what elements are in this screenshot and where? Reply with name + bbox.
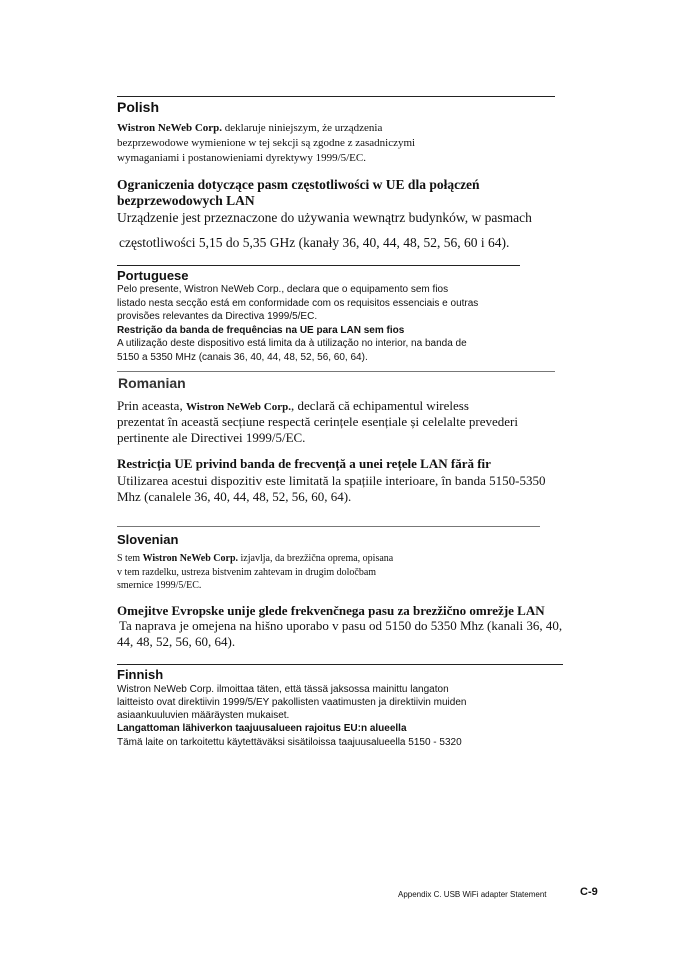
slovenian-line4: Ta naprava je omejena na hišno uporabo v pasu od 5150 do 5350 Mhz (kanali 36, 40,: [119, 618, 563, 633]
polish-heading: Polish: [117, 99, 160, 115]
slovenian-company: Wistron NeWeb Corp.: [142, 553, 239, 564]
slovenian-line2: v tem razdelku, ustreza bistvenim zahtevam in drugim določbam: [117, 567, 377, 578]
finnish-line1: Wistron NeWeb Corp. ilmoittaa täten, että tässä jaksossa mainittu langaton: [117, 684, 449, 695]
romanian-heading: Romanian: [118, 375, 186, 391]
romanian-divider: [117, 371, 555, 372]
finnish-divider: [117, 664, 563, 665]
finnish-line3: asiaankuuluvien määräysten mukaiset.: [117, 710, 290, 721]
slovenian-line1-post: izjavlja, da brezžična oprema, opisana: [238, 553, 394, 564]
slovenian-line3: smernice 1999/5/EC.: [117, 580, 202, 591]
romanian-subheading: Restricția UE privind banda de frecvență a unei rețele LAN fără fir: [117, 456, 491, 471]
portuguese-line3: provisões relevantes da Directiva 1999/5/EC.: [117, 311, 318, 322]
polish-subheading-line2: bezprzewodowych LAN: [117, 193, 255, 208]
polish-para2-line1: Urządzenie jest przeznaczone do używania wewnątrz budynków, w pasmach: [117, 210, 532, 225]
romanian-company: Wistron NeWeb Corp.: [185, 401, 291, 413]
portuguese-heading: Portuguese: [117, 268, 189, 283]
slovenian-subheading: Omejitve Evropske unije glede frekvenčnega pasu za brezžično omrežje LAN: [117, 603, 545, 618]
slovenian-heading: Slovenian: [117, 532, 179, 547]
romanian-line1-post: , declară că echipamentul wireless: [290, 398, 469, 413]
finnish-line4: Tämä laite on tarkoitettu käytettäväksi sisätiloissa taajuusalueella 5150 - 5320: [117, 737, 462, 748]
portuguese-divider: [117, 265, 520, 266]
slovenian-line1-pre: S tem: [117, 553, 143, 564]
romanian-line3: pertinente ale Directivei 1999/5/EC.: [117, 430, 306, 445]
portuguese-subheading: Restrição da banda de frequências na UE para LAN sem fios: [117, 325, 405, 336]
romanian-line1: [117, 398, 469, 414]
portuguese-line1: Pelo presente, Wistron NeWeb Corp., declara que o equipamento sem fios: [117, 284, 449, 295]
polish-para1-line1: [117, 122, 382, 134]
polish-para1-line2: bezprzewodowe wymienione w tej sekcji są zgodne z zasadniczymi: [117, 137, 416, 149]
polish-company: Wistron NeWeb Corp.: [117, 122, 223, 134]
finnish-heading: Finnish: [117, 667, 164, 682]
polish-para1-line3: wymaganiami i postanowieniami dyrektywy 1999/5/EC.: [117, 152, 366, 164]
finnish-line2: laitteisto ovat direktiivin 1999/5/EY pakollisten vaatimusten ja direktiivin muiden: [117, 697, 467, 708]
page-number: C-9: [580, 886, 598, 898]
slovenian-line1: [117, 553, 393, 564]
romanian-line1-pre: Prin aceasta,: [117, 398, 186, 413]
slovenian-divider: [117, 526, 540, 527]
finnish-subheading: Langattoman lähiverkon taajuusalueen rajoitus EU:n alueella: [117, 723, 407, 734]
polish-para1-line1-rest: deklaruje niniejszym, że urządzenia: [222, 122, 383, 134]
polish-divider: [117, 96, 555, 97]
polish-para2-line2: częstotliwości 5,15 do 5,35 GHz (kanały 36, 40, 44, 48, 52, 56, 60 i 64).: [119, 235, 510, 250]
portuguese-line5: 5150 a 5350 MHz (canais 36, 40, 44, 48, 52, 56, 60, 64).: [117, 352, 368, 363]
polish-subheading-line1: Ograniczenia dotyczące pasm częstotliwości w UE dla połączeń: [117, 177, 480, 192]
portuguese-line2: listado nesta secção está em conformidade com os requisitos essenciais e outras: [117, 298, 479, 309]
portuguese-line4: A utilização deste dispositivo está limita da à utilização no interior, na banda de: [117, 338, 467, 349]
romanian-line2: prezentat în această secțiune respectă cerințele esențiale și celelalte prevederi: [117, 414, 518, 429]
footer-text: Appendix C. USB WiFi adapter Statement: [398, 890, 547, 899]
slovenian-line5: 44, 48, 52, 56, 60, 64).: [117, 634, 236, 649]
romanian-line5: Mhz (canalele 36, 40, 44, 48, 52, 56, 60, 64).: [117, 489, 352, 504]
romanian-line4: Utilizarea acestui dispozitiv este limitată la spațiile interioare, în banda 5150-5350: [117, 473, 546, 488]
